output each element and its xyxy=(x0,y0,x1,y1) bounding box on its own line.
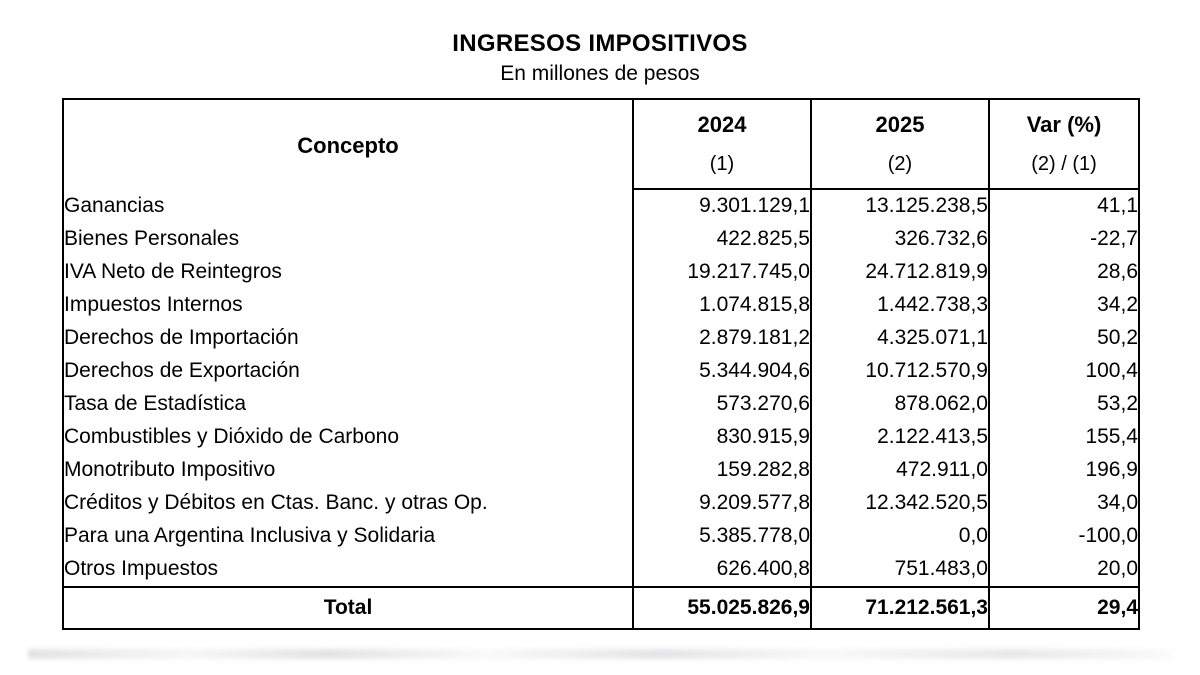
row-value-var: -22,7 xyxy=(989,223,1139,256)
row-value-2024: 422.825,5 xyxy=(633,223,811,256)
page-title: INGRESOS IMPOSITIVOS xyxy=(452,30,748,57)
table-row xyxy=(63,322,1139,355)
row-value-2025: 472.911,0 xyxy=(811,454,989,487)
table-head xyxy=(63,99,1139,189)
table-row xyxy=(63,454,1139,487)
row-concept: Créditos y Débitos en Ctas. Banc. y otras Op. xyxy=(64,491,488,515)
row-value-2025: 0,0 xyxy=(811,520,989,553)
row-value-2024: 19.217.745,0 xyxy=(633,256,811,289)
header-row-main xyxy=(63,99,1139,146)
tax-revenue-table xyxy=(62,98,1140,630)
row-value-2025: 4.325.071,1 xyxy=(811,322,989,355)
table-row xyxy=(63,223,1139,256)
column-header-2024: 2024 xyxy=(633,99,811,146)
row-value-var: 20,0 xyxy=(989,553,1139,587)
row-value-2024: 159.282,8 xyxy=(633,454,811,487)
row-value-2024: 830.915,9 xyxy=(633,421,811,454)
row-value-var: 28,6 xyxy=(989,256,1139,289)
row-value-2025: 10.712.570,9 xyxy=(811,355,989,388)
row-value-2024: 1.074.815,8 xyxy=(633,289,811,322)
row-value-2025: 24.712.819,9 xyxy=(811,256,989,289)
row-value-2024: 5.344.904,6 xyxy=(633,355,811,388)
row-value-var: 53,2 xyxy=(989,388,1139,421)
table-row xyxy=(63,520,1139,553)
row-value-var: 41,1 xyxy=(989,189,1139,223)
row-concept: Derechos de Exportación xyxy=(64,359,300,383)
row-value-2025: 878.062,0 xyxy=(811,388,989,421)
row-value-var: 34,0 xyxy=(989,487,1139,520)
column-note-var: (2) / (1) xyxy=(989,146,1139,189)
row-value-var: -100,0 xyxy=(989,520,1139,553)
column-header-var: Var (%) xyxy=(989,99,1139,146)
row-value-2024: 2.879.181,2 xyxy=(633,322,811,355)
footer-blurred-text xyxy=(0,649,1200,667)
row-value-2024: 9.301.129,1 xyxy=(633,189,811,223)
row-concept: Derechos de Importación xyxy=(64,326,299,350)
row-value-var: 50,2 xyxy=(989,322,1139,355)
row-concept: Impuestos Internos xyxy=(64,293,243,317)
row-concept: Bienes Personales xyxy=(64,227,240,251)
table-row xyxy=(63,189,1139,223)
row-concept: Tasa de Estadística xyxy=(64,392,247,416)
table-row xyxy=(63,421,1139,454)
row-concept: Otros Impuestos xyxy=(64,557,219,581)
row-concept: Combustibles y Dióxido de Carbono xyxy=(64,425,400,449)
row-value-2024: 5.385.778,0 xyxy=(633,520,811,553)
row-value-2025: 1.442.738,3 xyxy=(811,289,989,322)
table-row xyxy=(63,256,1139,289)
column-header-concept: Concepto xyxy=(297,133,399,159)
row-value-var: 196,9 xyxy=(989,454,1139,487)
total-value-2025: 71.212.561,3 xyxy=(811,587,989,629)
row-value-2025: 751.483,0 xyxy=(811,553,989,587)
row-value-2025: 2.122.413,5 xyxy=(811,421,989,454)
row-value-var: 34,2 xyxy=(989,289,1139,322)
page-subtitle: En millones de pesos xyxy=(500,61,700,85)
column-note-1: (1) xyxy=(633,146,811,189)
table-total-row xyxy=(63,587,1139,629)
row-concept: Para una Argentina Inclusiva y Solidaria xyxy=(64,524,436,548)
title-block xyxy=(0,0,1200,86)
table-container xyxy=(62,98,1138,630)
row-value-2024: 9.209.577,8 xyxy=(633,487,811,520)
row-concept: IVA Neto de Reintegros xyxy=(64,260,282,284)
row-value-2025: 13.125.238,5 xyxy=(811,189,989,223)
total-label: Total xyxy=(63,587,633,629)
total-value-2024: 55.025.826,9 xyxy=(633,587,811,629)
column-header-2025: 2025 xyxy=(811,99,989,146)
row-value-var: 155,4 xyxy=(989,421,1139,454)
column-note-2: (2) xyxy=(811,146,989,189)
table-row xyxy=(63,388,1139,421)
row-concept: Ganancias xyxy=(64,193,165,217)
row-value-2025: 326.732,6 xyxy=(811,223,989,256)
table-body xyxy=(63,189,1139,629)
row-value-2024: 626.400,8 xyxy=(633,553,811,587)
table-row xyxy=(63,487,1139,520)
footer-blurred-line xyxy=(28,649,1172,659)
row-value-var: 100,4 xyxy=(989,355,1139,388)
total-value-var: 29,4 xyxy=(989,587,1139,629)
table-row xyxy=(63,289,1139,322)
row-value-2025: 12.342.520,5 xyxy=(811,487,989,520)
row-concept: Monotributo Impositivo xyxy=(64,458,276,482)
table-row xyxy=(63,355,1139,388)
table-row xyxy=(63,553,1139,587)
row-value-2024: 573.270,6 xyxy=(633,388,811,421)
